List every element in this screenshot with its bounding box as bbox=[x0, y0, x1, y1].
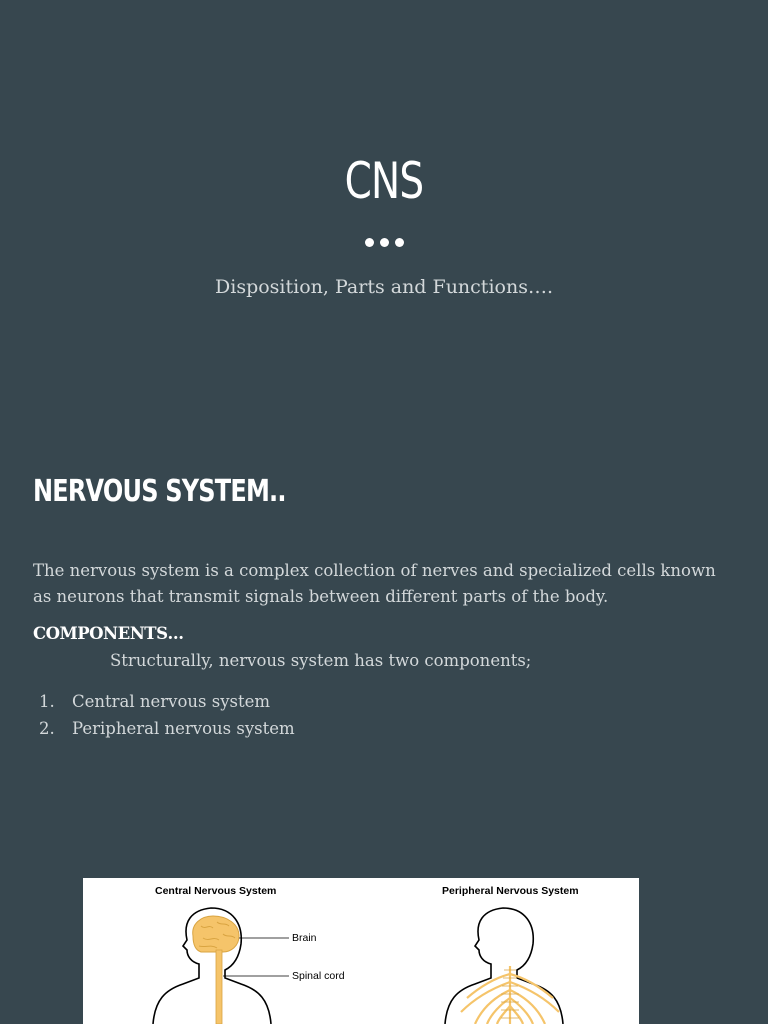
list-item-text: Central nervous system bbox=[72, 692, 271, 711]
divider-dot bbox=[365, 238, 374, 247]
components-intro: Structurally, nervous system has two components; bbox=[110, 651, 532, 670]
divider-dot bbox=[380, 238, 389, 247]
cns-diagram-title: Central Nervous System bbox=[155, 885, 277, 897]
components-list bbox=[33, 688, 295, 742]
slide-title: CNS bbox=[344, 152, 424, 210]
section-heading: NERVOUS SYSTEM.. bbox=[33, 474, 286, 509]
list-item-text: Peripheral nervous system bbox=[72, 719, 295, 738]
spinal-cord-label: Spinal cord bbox=[292, 970, 345, 982]
list-item bbox=[33, 715, 295, 742]
intro-paragraph: The nervous system is a complex collection of nerves and specialized cells known as neurons that transmit signals between different parts of the body. bbox=[33, 561, 716, 606]
list-item bbox=[33, 688, 295, 715]
ellipsis-divider bbox=[0, 238, 768, 247]
cns-figure bbox=[153, 908, 289, 1024]
pns-figure bbox=[445, 908, 563, 1024]
slide-subtitle: Disposition, Parts and Functions…. bbox=[215, 276, 553, 298]
list-item-number: 2. bbox=[39, 719, 55, 738]
brain-label: Brain bbox=[292, 932, 317, 944]
divider-dot bbox=[395, 238, 404, 247]
list-item-number: 1. bbox=[39, 692, 55, 711]
pns-diagram-title: Peripheral Nervous System bbox=[442, 885, 579, 897]
nervous-system-diagram bbox=[83, 878, 639, 1024]
components-heading: COMPONENTS… bbox=[33, 624, 184, 643]
